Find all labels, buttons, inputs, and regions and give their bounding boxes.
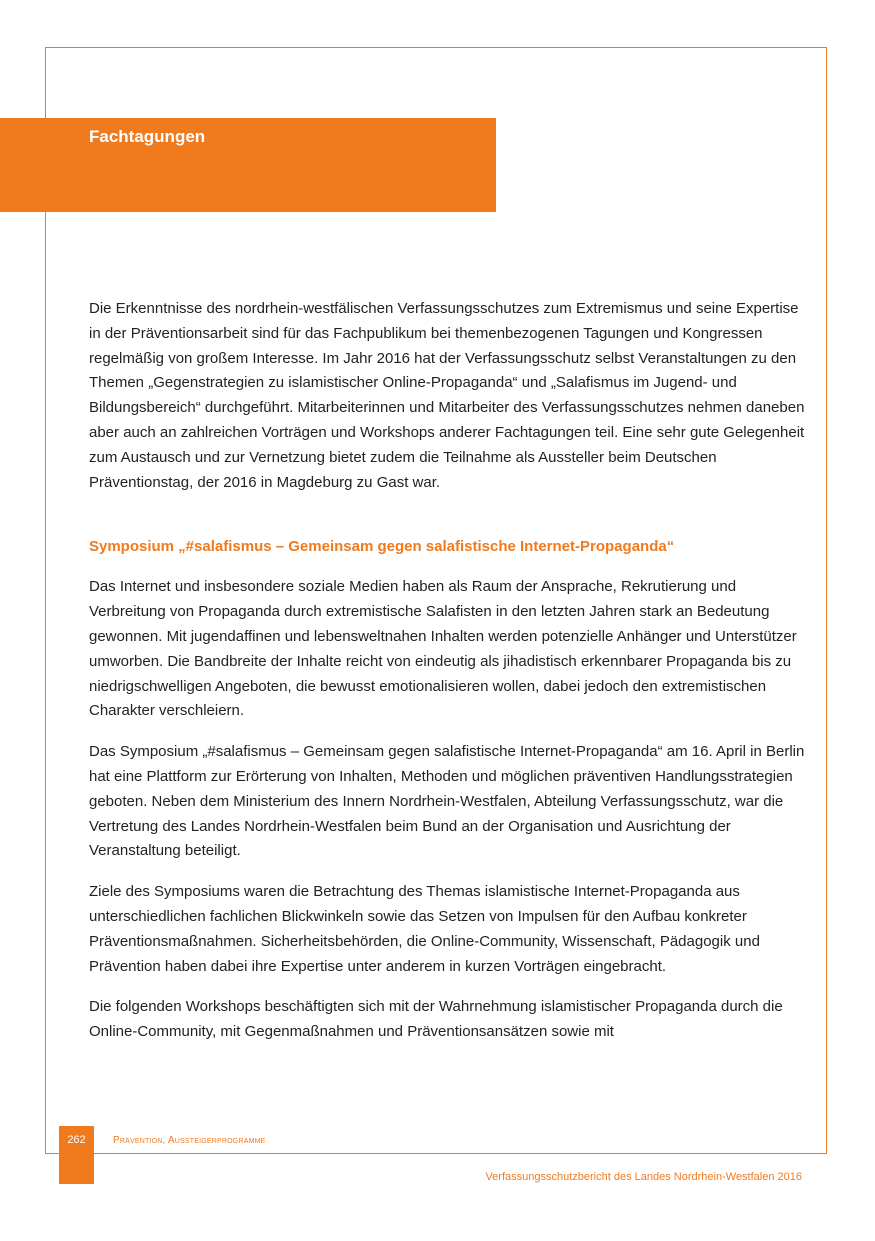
body-paragraph-3: Ziele des Symposiums waren die Betrachtung des Themas islamistische Internet-Propaganda aus unterschiedlichen fachlichen Blickwinkeln sowie das Setzen von Impulsen für den Aufbau konkreter Präventionsmaßnahmen. Sicherheitsbehörden, die Online-Community, Wissenschaft, Pädagogik und Prävention haben dabei ihre Expertise unter anderem in kurzen Vorträgen eingebracht. (89, 883, 760, 975)
footer-publication: Verfassungsschutzbericht des Landes Nordrhein-Westfalen 2016 (485, 1171, 802, 1183)
page-number: 262 (67, 1134, 86, 1146)
main-content (89, 297, 805, 1045)
footer-section-label: Prävention, Aussteigerprogramme (113, 1135, 266, 1146)
intro-paragraph: Die Erkenntnisse des nordrhein-westfälischen Verfassungsschutzes zum Extremismus und seine Expertise in der Präventionsarbeit sind für das Fachpublikum bei themenbezogenen Tagungen und Kongressen regelmäßig von großem Interesse. Im Jahr 2016 hat der Verfassungsschutz selbst Veranstaltungen zu den Themen „Gegenstrategien zu islamistischer Online-Propaganda“ und „Salafismus im Jugend- und Bildungsbereich“ durchgeführt. Mitarbeiterinnen und Mitarbeiter des Verfassungsschutzes nehmen daneben aber auch an zahlreichen Vorträgen und Workshops anderer Fachtagungen teil. Eine sehr gute Gelegenheit zum Austausch und zur Vernetzung bietet zudem die Teilnahme als Aussteller beim Deutschen Präventionstag, der 2016 in Magdeburg zu Gast war. (89, 300, 805, 491)
page-title: Fachtagungen (89, 127, 206, 146)
page-number-box (59, 1126, 94, 1184)
title-band (0, 118, 496, 212)
body-paragraph-2: Das Symposium „#salafismus – Gemeinsam gegen salafistische Internet-Propaganda“ am 16. April in Berlin hat eine Plattform zur Erörterung von Inhalten, Methoden und möglichen präventiven Handlungsstrategien geboten. Neben dem Ministerium des Innern Nordrhein-Westfalen, Abteilung Verfassungsschutz, war die Vertretung des Landes Nordrhein-Westfalen beim Bund an der Organisation und Ausrichtung der Veranstaltung beteiligt. (89, 743, 805, 860)
body-paragraph-1: Das Internet und insbesondere soziale Medien haben als Raum der Ansprache, Rekrutierung und Verbreitung von Propaganda durch extremistische Salafisten in den letzten Jahren stark an Bedeutung gewonnen. Mit jugendaffinen und lebensweltnahen Inhalten werden potenzielle Anhänger und Unterstützer umworben. Die Bandbreite der Inhalte reicht von eindeutig als jihadistisch erkennbarer Propaganda bis zu niedrigschwelligen Angeboten, die bewusst emotionalisieren wollen, dabei jedoch den extremistischen Charakter verschleiern. (89, 578, 797, 720)
body-paragraph-4: Die folgenden Workshops beschäftigten sich mit der Wahrnehmung islamistischer Propaganda durch die Online-Community, mit Gegenmaßnahmen und Präventionsansätzen sowie mit (89, 998, 783, 1041)
section-heading: Symposium „#salafismus – Gemeinsam gegen salafistische Internet-Propaganda“ (89, 538, 675, 556)
